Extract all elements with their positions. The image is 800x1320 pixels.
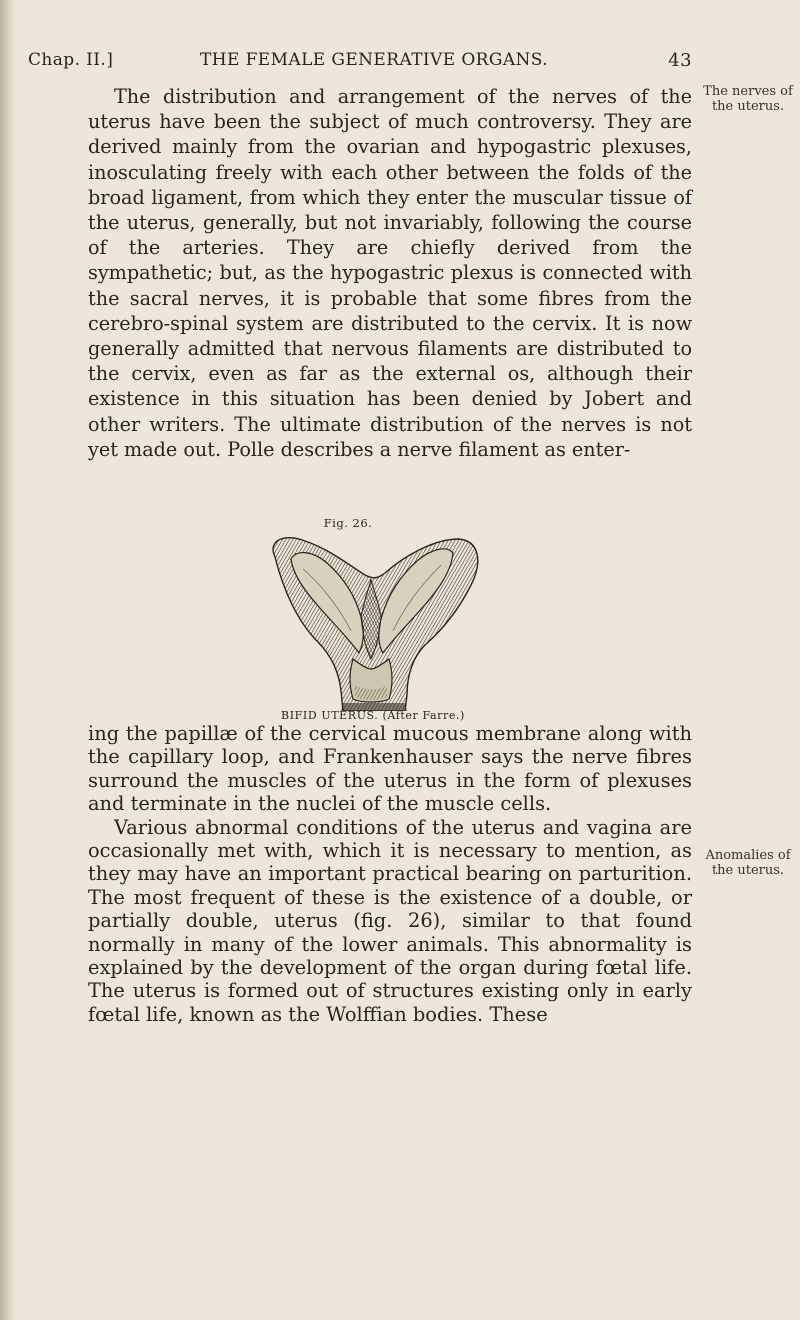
running-title: THE FEMALE GENERATIVE ORGANS. [200,50,549,70]
paragraph-text: Various abnormal conditions of the uterus and vagina are occasionally met with, which it is necessary to mention, as they may have an important practical bearing on parturition. The most frequent of these is the existence of a double, or partially double, uterus (fig. 26), similar to that found normally in many of the lower animals. This abnormality is explained by the development of the organ during fœtal life. The uterus is formed out of structures existing only in early fœtal life, known as the Wolffian bodies. These [88,815,692,1026]
page-binding-edge [0,0,16,1320]
running-header [28,50,692,76]
figure-label: Fig. 26. [323,516,373,530]
margin-note-anomalies: Anomalies of the uterus. [705,848,791,878]
paragraph-nerves [88,84,692,462]
chapter-label: Chap. II.] [28,50,114,70]
paragraph-continuation: ing the papillæ of the cervical mucous membrane along with the capillary loop, and Frankenhauser says the nerve fibres surround the muscles of the uterus in the form of plexuses and terminate in the nuclei of the muscle cells. [88,722,692,816]
paragraph-anomalies [88,722,692,1026]
page-number: 43 [668,50,692,71]
paragraph-text: The distribution and arrangement of the nerves of the uterus have been the subject of much controversy. They are derived mainly from the ovarian and hypogastric plexuses, inosculating freely with each other between the folds of the broad ligament, from which they enter the muscular tissue of the uterus, generally, but not invariably, following the course of the arteries. They are chiefly derived from the sympathetic; but, as the hypogastric plexus is connected with the sacral nerves, it is probable that some fibres from the cerebro-spinal system are distributed to the cervix. It is now generally admitted that nervous filaments are distributed to the cervix, even as far as the external os, although their existence in this situation has been denied by Jobert and other writers. The ultimate distribution of the nerves is not yet made out. Polle describes a nerve filament as enter- [88,85,692,461]
figure-caption: BIFID UTERUS. (After Farre.) [281,709,465,722]
margin-note-nerves: The nerves of the uterus. [703,84,793,114]
bifid-uterus-illustration [257,535,485,711]
